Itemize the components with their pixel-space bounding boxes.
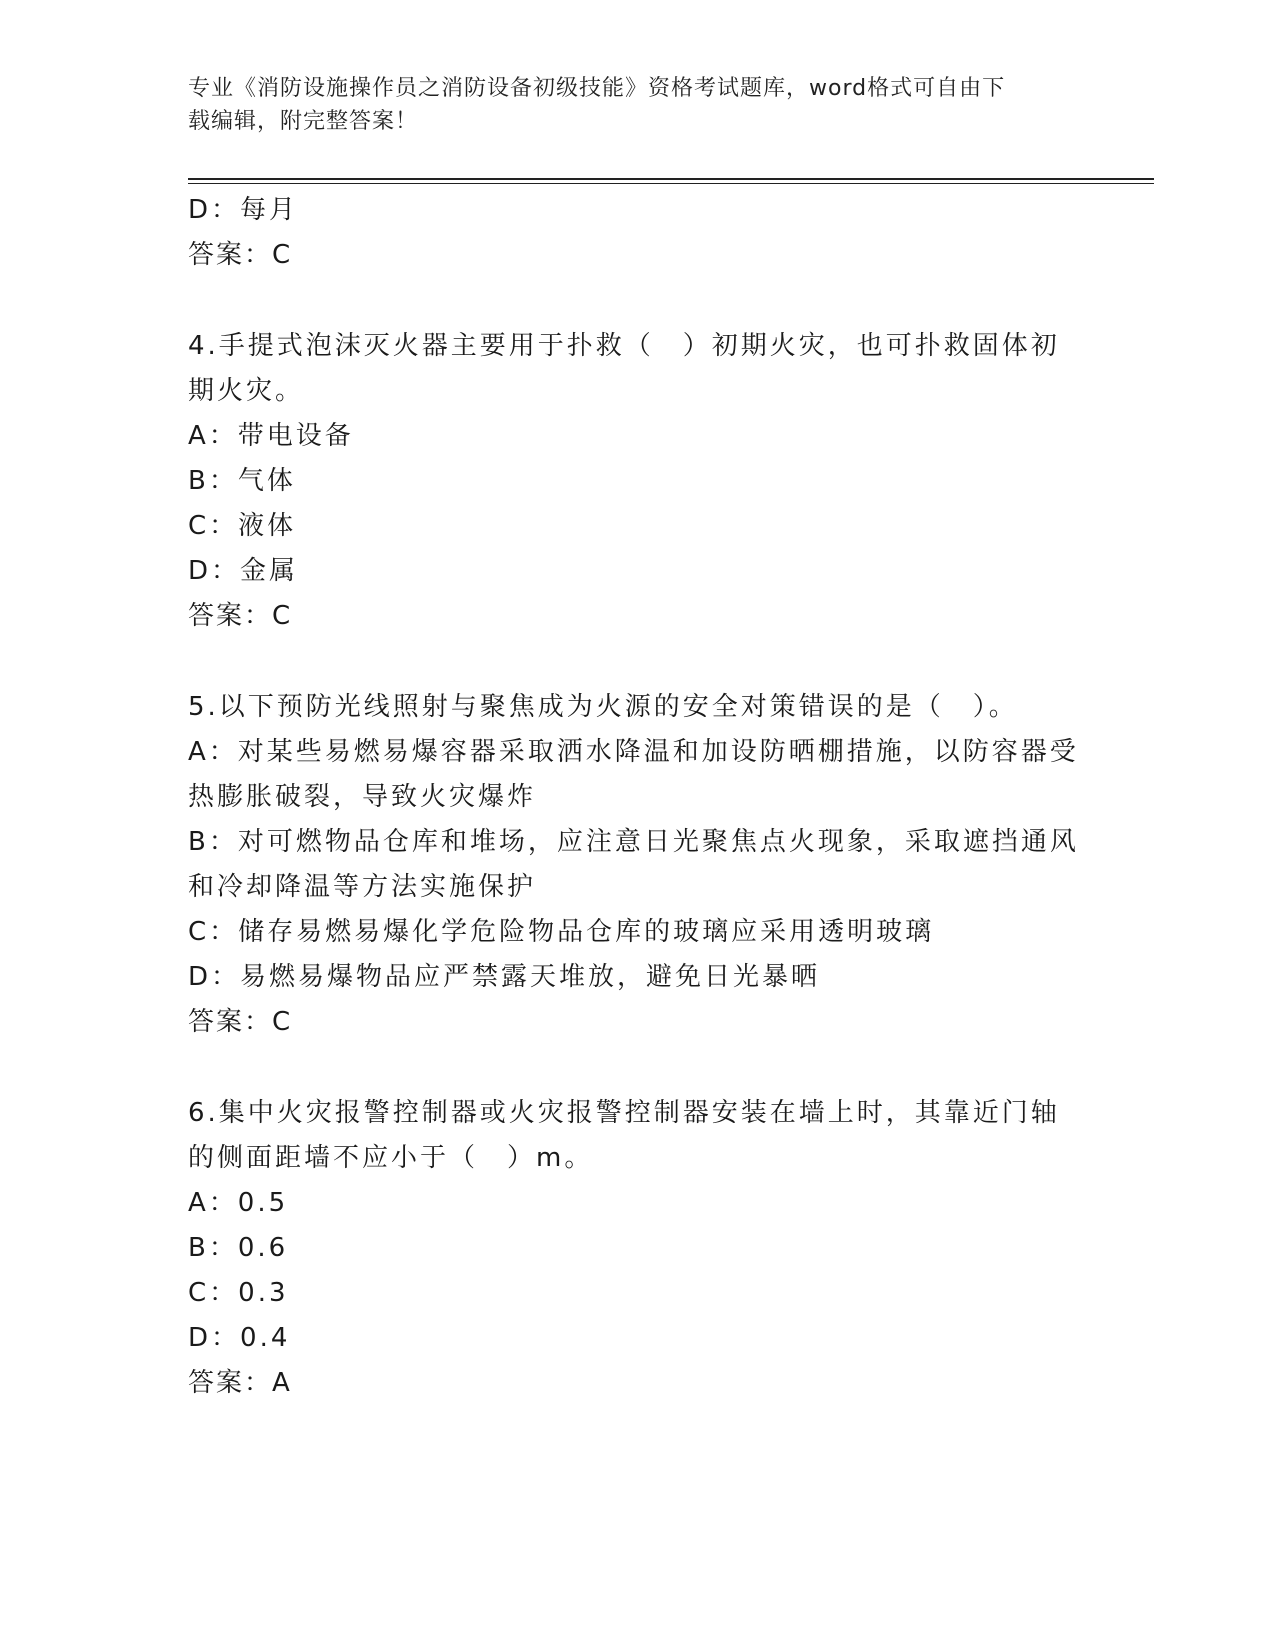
question-content [188, 188, 1088, 1406]
option-b: B：气体 [188, 466, 296, 496]
header-rule-thick [188, 178, 1154, 180]
answer-line: 答案：A [188, 1368, 292, 1398]
document-header [188, 72, 1068, 138]
option-a-continued: 热膨胀破裂，导致火灾爆炸 [188, 782, 537, 812]
option-b: B：对可燃物品仓库和堆场，应注意日光聚焦点火现象，采取遮挡通风 [188, 827, 1079, 857]
option-a: A：对某些易燃易爆容器采取洒水降温和加设防晒棚措施，以防容器受 [188, 737, 1079, 767]
question-stem: 5.以下预防光线照射与聚焦成为火源的安全对策错误的是（ ）。 [188, 692, 1018, 722]
option-b: B：0.6 [188, 1233, 289, 1263]
option-c: C：储存易燃易爆化学危险物品仓库的玻璃应采用透明玻璃 [188, 917, 935, 947]
header-rule-thin [188, 183, 1154, 184]
option-d: D：金属 [188, 556, 299, 586]
answer-line: 答案：C [188, 1007, 293, 1037]
question-stem: 6.集中火灾报警控制器或火灾报警控制器安装在墙上时，其靠近门轴 [188, 1098, 1060, 1128]
question-4 [188, 324, 1088, 639]
option-a: A：0.5 [188, 1188, 289, 1218]
answer-line: 答案：C [188, 601, 293, 631]
header-line-2: 载编辑，附完整答案！ [188, 109, 419, 134]
answer-line: 答案：C [188, 240, 293, 270]
question-stem: 4.手提式泡沫灭火器主要用于扑救（ ）初期火灾，也可扑救固体初 [188, 331, 1060, 361]
question-stem: 期火灾。 [188, 376, 305, 406]
previous-question-tail [188, 188, 1088, 278]
question-stem: 的侧面距墙不应小于（ ）m。 [188, 1143, 594, 1173]
option-b-continued: 和冷却降温等方法实施保护 [188, 872, 537, 902]
option-a: A：带电设备 [188, 421, 354, 451]
option-c: C：液体 [188, 511, 297, 541]
header-line-1: 专业《消防设施操作员之消防设备初级技能》资格考试题库，word格式可自由下 [188, 76, 1006, 101]
question-5 [188, 685, 1088, 1045]
question-6 [188, 1091, 1088, 1406]
option-c: C：0.3 [188, 1278, 289, 1308]
option-d: D：每月 [188, 195, 299, 225]
option-d: D：易燃易爆物品应严禁露天堆放，避免日光暴晒 [188, 962, 821, 992]
option-d: D：0.4 [188, 1323, 291, 1353]
